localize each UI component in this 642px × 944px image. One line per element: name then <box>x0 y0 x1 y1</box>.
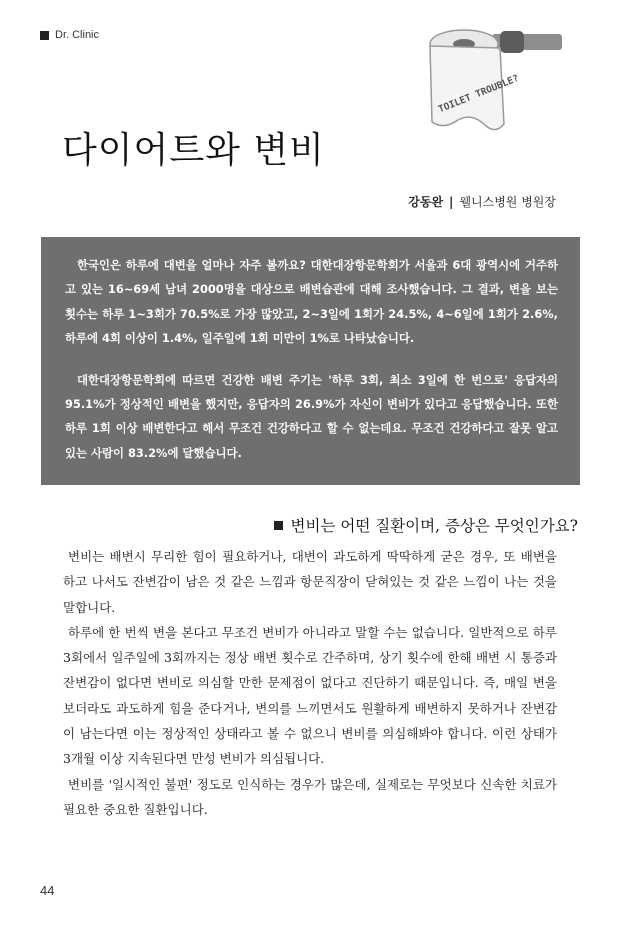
summary-paragraph: 대한대장항문학회에 따르면 건강한 배변 주기는 '하루 3회, 최소 3일에 한 번으로' 응답자의 95.1%가 정상적인 배변을 했지만, 응답자의 26.9%가 자신이 변비가 있다고 응답했습니다. 또한 하루 1회 이상 배변한다고 해서 무조건 건강하다고 할 수 없는데요. 무조건 건강하다고 잘못 알고 있는 사람이 83.2%에 달했습니다. <box>65 372 558 460</box>
author-line <box>408 193 556 210</box>
question-heading-text: 변비는 어떤 질환이며, 증상은 무엇인가요? <box>290 517 578 535</box>
article-body <box>63 544 557 822</box>
question-heading <box>274 514 579 536</box>
page-number: 44 <box>40 883 55 898</box>
summary-box <box>41 237 580 485</box>
author-separator: | <box>449 194 454 209</box>
body-paragraph: 변비를 '일시적인 불편' 정도로 인식하는 경우가 많은데, 실제로는 무엇보다 신속한 치료가 필요한 중요한 질환입니다. <box>63 776 557 817</box>
author-name: 강동완 <box>408 195 444 209</box>
toilet-paper-illustration <box>414 22 564 144</box>
body-paragraph: 하루에 한 번씩 변을 본다고 무조건 변비가 아니라고 말할 수는 없습니다. 일반적으로 하루 3회에서 일주일에 3회까지는 정상 배변 횟수로 간주하며, 상기 횟수에 한해 배변 시 통증과 잔변감이 없다면 변비로 의심할 만한 문제점이 없다고 진단하기 때문입니다. 즉, 매일 변을 보더라도 과도하게 힘을 준다거나, 변의를 느끼면서도 원활하게 배변하지 못하거나 잔변감이 남는다면 이는 정상적인 상태라고 볼 수 없으니 변비를 의심해봐야 합니다. 이런 상태가 3개월 이상 지속된다면 만성 변비가 의심됩니다. <box>63 624 557 767</box>
section-label-text: Dr. Clinic <box>55 29 100 41</box>
square-bullet-icon <box>274 521 283 530</box>
holder-knob <box>500 31 524 53</box>
summary-paragraph: 한국인은 하루에 대변을 얼마나 자주 볼까요? 대한대장항문학회가 서울과 6대 광역시에 거주하고 있는 16~69세 남녀 2000명을 대상으로 배변습관에 대해 조사했습니다. 그 결과, 변을 보는 횟수는 하루 1~3회가 70.5%로 가장 많았고, 2~3일에 1회가 24.5%, 4~6일에 1회가 2.6%, 하루에 4회 이상이 1.4%, 일주일에 1회 미만이 1%로 나타났습니다. <box>65 258 558 346</box>
section-label <box>40 29 99 41</box>
author-affiliation: 웰니스병원 병원장 <box>459 195 556 209</box>
body-paragraph: 변비는 배변시 무리한 힘이 필요하거나, 대변이 과도하게 딱딱하게 굳은 경우, 또 배변을 하고 나서도 잔변감이 남은 것 같은 느낌과 항문직장이 닫혀있는 것 같은 느낌이 나는 것을 말합니다. <box>63 549 557 615</box>
illustration-caption: TOILET TROUBLE? <box>436 72 521 116</box>
square-bullet-icon <box>40 31 49 40</box>
article-title: 다이어트와 변비 <box>62 130 325 171</box>
